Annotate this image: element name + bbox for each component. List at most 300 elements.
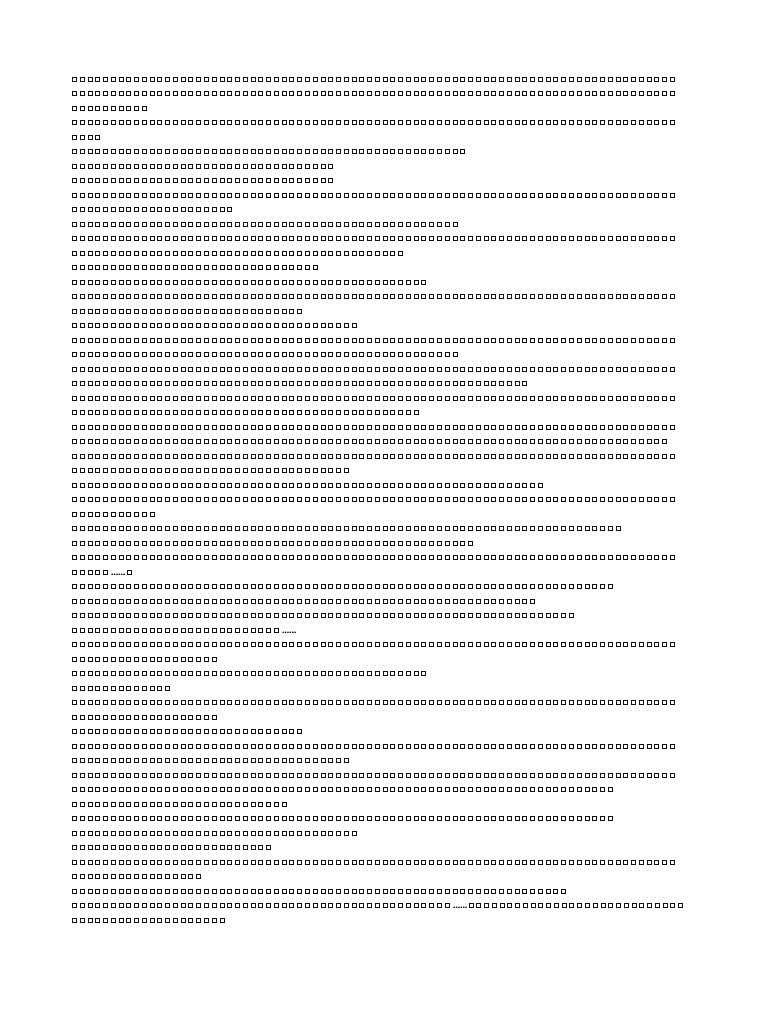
glyph-box [553,642,558,647]
glyph-box [522,338,527,343]
glyph-box [445,889,450,894]
glyph-box [266,642,271,647]
glyph-box [150,338,155,343]
glyph-box [631,860,636,865]
glyph-box [468,584,473,589]
glyph-box [181,874,186,879]
glyph-box [289,193,294,198]
glyph-box [631,91,636,96]
glyph-box [577,396,582,401]
glyph-box [297,541,302,546]
glyph-box [181,77,186,82]
glyph-box [321,439,326,444]
glyph-box [227,903,232,908]
glyph-box [313,77,318,82]
glyph-box [142,483,147,488]
glyph-box [150,918,155,923]
glyph-box [546,526,551,531]
glyph-box [328,294,333,299]
glyph-box [119,497,124,502]
glyph-box [95,178,100,183]
glyph-box [328,642,333,647]
glyph-box [437,889,442,894]
glyph-box [383,700,388,705]
glyph-box [212,599,217,604]
glyph-box [398,816,403,821]
glyph-box [522,744,527,749]
glyph-box [142,816,147,821]
glyph-box [188,497,193,502]
glyph-box [305,541,310,546]
glyph-box [344,584,349,589]
glyph-box [623,338,628,343]
text-line [72,304,697,319]
glyph-box [72,149,77,154]
glyph-box [119,700,124,705]
glyph-box [313,91,318,96]
glyph-box [328,860,333,865]
glyph-box [608,700,613,705]
glyph-box [227,120,232,125]
glyph-box [421,541,426,546]
glyph-box [623,439,628,444]
glyph-box [289,149,294,154]
glyph-box [173,657,178,662]
glyph-box [119,802,124,807]
glyph-box [297,222,302,227]
glyph-box [631,294,636,299]
glyph-box [336,483,341,488]
text-line [72,377,697,392]
glyph-box [522,555,527,560]
glyph-box [305,889,310,894]
glyph-box [352,425,357,430]
glyph-box [111,526,116,531]
glyph-box [142,439,147,444]
glyph-box [321,889,326,894]
glyph-box [88,338,93,343]
glyph-box [72,251,77,256]
glyph-box [126,845,131,850]
glyph-box [336,831,341,836]
glyph-box [181,918,186,923]
glyph-box [181,889,186,894]
glyph-box [577,367,582,372]
glyph-box [344,352,349,357]
glyph-box [522,642,527,647]
glyph-box [204,903,209,908]
glyph-box [375,410,380,415]
glyph-box [142,91,147,96]
glyph-box [313,280,318,285]
glyph-box [72,91,77,96]
glyph-box [569,425,574,430]
glyph-box [305,338,310,343]
glyph-box [577,526,582,531]
glyph-box [266,483,271,488]
glyph-box [429,454,434,459]
glyph-box [476,497,481,502]
glyph-box [80,323,85,328]
glyph-box [173,149,178,154]
glyph-box [173,222,178,227]
glyph-box [188,715,193,720]
glyph-box [181,657,186,662]
glyph-box [639,396,644,401]
glyph-box [383,425,388,430]
glyph-box [453,352,458,357]
glyph-box [88,280,93,285]
glyph-box [235,744,240,749]
glyph-box [328,787,333,792]
glyph-box [383,396,388,401]
glyph-box [165,555,170,560]
glyph-box [181,903,186,908]
glyph-box [406,773,411,778]
glyph-box [336,671,341,676]
glyph-box [227,541,232,546]
glyph-box [266,584,271,589]
glyph-box [429,816,434,821]
glyph-box [150,410,155,415]
glyph-box [181,91,186,96]
glyph-box [515,744,520,749]
glyph-box [88,570,93,575]
glyph-box [204,454,209,459]
glyph-box [577,294,582,299]
glyph-box [80,120,85,125]
glyph-box [289,91,294,96]
glyph-box [157,555,162,560]
glyph-box [235,628,240,633]
glyph-box [274,860,279,865]
glyph-box [313,323,318,328]
glyph-box [437,497,442,502]
glyph-box [398,439,403,444]
glyph-box [515,425,520,430]
glyph-box [251,541,256,546]
glyph-box [119,874,124,879]
glyph-box [95,570,100,575]
glyph-box [670,396,675,401]
glyph-box [515,642,520,647]
text-line [72,261,697,276]
glyph-box [546,367,551,372]
glyph-box [289,178,294,183]
glyph-box [150,831,155,836]
glyph-box [445,91,450,96]
glyph-box [266,120,271,125]
glyph-box [383,381,388,386]
glyph-box [72,323,77,328]
glyph-box [150,744,155,749]
glyph-box [258,729,263,734]
glyph-box [274,700,279,705]
glyph-box [243,642,248,647]
glyph-box [289,265,294,270]
glyph-box [289,584,294,589]
glyph-box [390,381,395,386]
glyph-box [375,773,380,778]
glyph-box [344,425,349,430]
glyph-box [212,294,217,299]
glyph-box [196,874,201,879]
glyph-box [282,671,287,676]
glyph-box [344,222,349,227]
glyph-box [561,787,566,792]
glyph-box [266,338,271,343]
glyph-box [235,671,240,676]
glyph-box [375,584,380,589]
glyph-box [119,396,124,401]
glyph-box [507,91,512,96]
glyph-box [111,555,116,560]
glyph-box [119,715,124,720]
glyph-box [445,454,450,459]
glyph-box [406,671,411,676]
glyph-box [577,425,582,430]
glyph-box [445,642,450,647]
glyph-box [173,874,178,879]
glyph-box [173,193,178,198]
glyph-box [103,628,108,633]
glyph-box [274,265,279,270]
glyph-box [150,671,155,676]
glyph-box [359,642,364,647]
glyph-box [429,439,434,444]
glyph-box [600,787,605,792]
glyph-box [406,120,411,125]
glyph-box [445,367,450,372]
glyph-box [266,729,271,734]
glyph-box [282,744,287,749]
glyph-box [383,642,388,647]
glyph-box [297,193,302,198]
glyph-box [181,381,186,386]
glyph-box [274,729,279,734]
glyph-box [639,120,644,125]
glyph-box [522,294,527,299]
glyph-box [157,367,162,372]
glyph-box [282,541,287,546]
glyph-box [95,323,100,328]
glyph-box [336,787,341,792]
glyph-box [313,338,318,343]
glyph-box [196,265,201,270]
glyph-box [188,468,193,473]
glyph-box [390,77,395,82]
glyph-box [390,903,395,908]
glyph-box [142,193,147,198]
glyph-box [569,584,574,589]
glyph-box [111,787,116,792]
glyph-box [251,396,256,401]
glyph-box [421,454,426,459]
glyph-box [663,903,668,908]
glyph-box [126,367,131,372]
glyph-box [258,628,263,633]
glyph-box [592,860,597,865]
glyph-box [266,454,271,459]
glyph-box [414,454,419,459]
glyph-box [266,439,271,444]
glyph-box [72,845,77,850]
glyph-box [188,367,193,372]
glyph-box [157,628,162,633]
glyph-box [352,381,357,386]
glyph-box [538,773,543,778]
glyph-box [631,497,636,502]
glyph-box [196,758,201,763]
glyph-box [157,729,162,734]
glyph-box [72,686,77,691]
glyph-box [235,483,240,488]
glyph-box [173,454,178,459]
glyph-box [313,555,318,560]
glyph-box [421,787,426,792]
glyph-box [173,526,178,531]
glyph-box [119,193,124,198]
glyph-box [390,251,395,256]
glyph-box [150,483,155,488]
glyph-box [72,628,77,633]
glyph-box [258,309,263,314]
glyph-box [88,352,93,357]
glyph-box [111,251,116,256]
glyph-box [289,787,294,792]
glyph-box [274,149,279,154]
glyph-box [305,642,310,647]
glyph-box [522,91,527,96]
glyph-box [476,555,481,560]
glyph-box [592,700,597,705]
glyph-box [243,367,248,372]
glyph-box [103,570,108,575]
glyph-box [181,729,186,734]
glyph-box [406,700,411,705]
glyph-box [274,773,279,778]
glyph-box [577,497,582,502]
glyph-box [289,222,294,227]
glyph-box [297,251,302,256]
glyph-box [600,700,605,705]
glyph-box [243,541,248,546]
glyph-box [321,497,326,502]
glyph-box [282,613,287,618]
glyph-box [546,903,551,908]
glyph-box [188,700,193,705]
glyph-box [289,889,294,894]
glyph-box [212,120,217,125]
glyph-box [227,454,232,459]
glyph-box [359,149,364,154]
glyph-box [111,802,116,807]
glyph-box [188,164,193,169]
glyph-box [88,526,93,531]
glyph-box [445,222,450,227]
glyph-box [204,744,209,749]
glyph-box [80,729,85,734]
glyph-box [654,425,659,430]
glyph-box [212,338,217,343]
text-line [72,464,697,479]
glyph-box [134,207,139,212]
glyph-box [429,236,434,241]
glyph-box [173,715,178,720]
glyph-box [88,425,93,430]
glyph-box [204,918,209,923]
glyph-box [134,816,139,821]
glyph-box [491,193,496,198]
glyph-box [282,251,287,256]
glyph-box [383,497,388,502]
glyph-box [654,367,659,372]
glyph-box [375,903,380,908]
glyph-box [421,555,426,560]
glyph-box [421,222,426,227]
glyph-box [460,425,465,430]
text-line [72,884,697,899]
glyph-box [251,280,256,285]
glyph-box [406,816,411,821]
glyph-box [173,265,178,270]
glyph-box [119,425,124,430]
glyph-box [499,454,504,459]
glyph-box [375,787,380,792]
glyph-box [95,889,100,894]
glyph-box [398,149,403,154]
glyph-box [157,294,162,299]
glyph-box [654,439,659,444]
glyph-box [258,555,263,560]
glyph-box [507,773,512,778]
glyph-box [142,599,147,604]
glyph-box [592,77,597,82]
glyph-box [530,77,535,82]
glyph-box [95,613,100,618]
glyph-box [126,439,131,444]
glyph-box [251,91,256,96]
text-line [72,319,697,334]
glyph-box [227,599,232,604]
glyph-box [561,77,566,82]
glyph-box [352,744,357,749]
glyph-box [204,396,209,401]
glyph-box [165,526,170,531]
glyph-box [577,236,582,241]
glyph-box [165,628,170,633]
glyph-box [328,323,333,328]
text-line [72,551,697,566]
glyph-box [453,396,458,401]
glyph-box [274,294,279,299]
glyph-box [235,91,240,96]
glyph-box [592,396,597,401]
glyph-box [212,280,217,285]
glyph-box [243,483,248,488]
glyph-box [142,744,147,749]
glyph-box [95,773,100,778]
glyph-box [437,381,442,386]
glyph-box [321,454,326,459]
glyph-box [553,613,558,618]
glyph-box [305,251,310,256]
glyph-box [103,903,108,908]
glyph-box [126,874,131,879]
glyph-box [126,729,131,734]
glyph-box [585,367,590,372]
glyph-box [654,236,659,241]
